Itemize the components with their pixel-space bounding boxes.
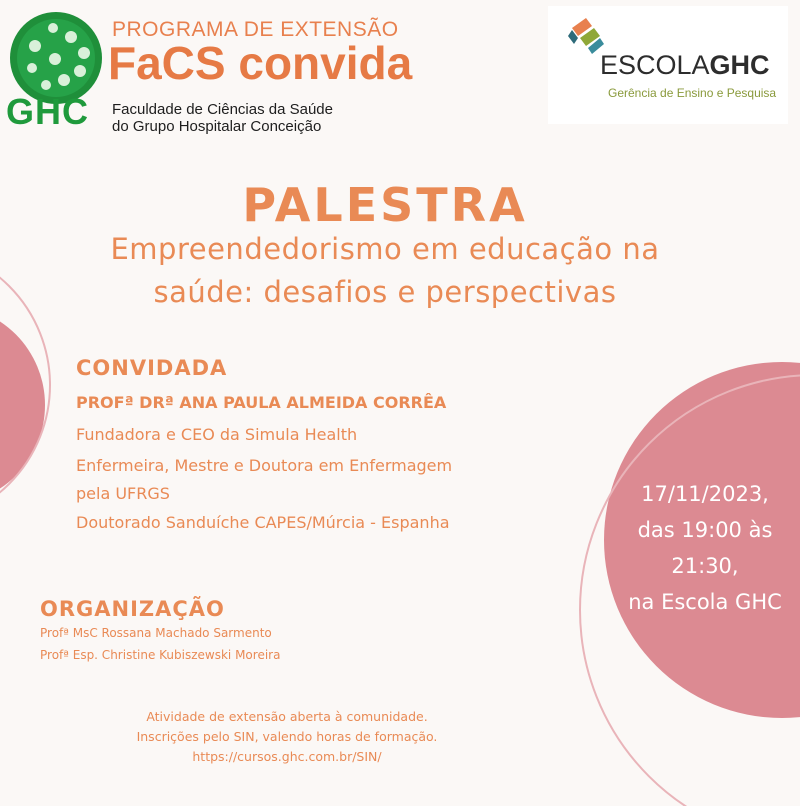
schedule-line: 17/11/2023, <box>641 482 769 506</box>
organizer-name: Profª MsC Rossana Machado Sarmento <box>40 626 272 640</box>
registration-link[interactable]: https://cursos.ghc.com.br/SIN/ <box>192 749 382 764</box>
footer-note: Atividade de extensão aberta à comunidade. <box>146 709 428 724</box>
ghc-wordmark: GHC <box>6 91 89 132</box>
guest-name: PROFª DRª ANA PAULA ALMEIDA CORRÊA <box>76 393 447 412</box>
talk-title-line-2: saúde: desafios e perspectivas <box>153 275 617 309</box>
guest-heading: CONVIDADA <box>76 356 228 380</box>
faculty-name-line-1: Faculdade de Ciências da Saúde <box>112 101 333 118</box>
escola-ghc-logo <box>548 6 788 124</box>
program-label: PROGRAMA DE EXTENSÃO <box>112 18 399 41</box>
guest-bio-line: Doutorado Sanduíche CAPES/Múrcia - Espanha <box>76 513 450 532</box>
organizer-name: Profª Esp. Christine Kubiszewski Moreira <box>40 648 281 662</box>
talk-title-line-1: Empreendedorismo em educação na <box>110 232 660 266</box>
escola-ghc-name <box>600 50 770 81</box>
schedule-line: das 19:00 às <box>637 518 773 542</box>
event-type-heading: PALESTRA <box>242 178 528 232</box>
organization-heading: ORGANIZAÇÃO <box>40 597 225 621</box>
facs-title: FaCS convida <box>108 37 413 89</box>
escola-name-light: ESCOLA <box>600 50 710 80</box>
footer-note: Inscrições pelo SIN, valendo horas de formação. <box>136 729 438 744</box>
schedule-line: 21:30, <box>671 554 739 578</box>
left-pink-circle <box>0 305 45 505</box>
schedule-line: na Escola GHC <box>628 590 782 614</box>
guest-bio-line: Enfermeira, Mestre e Doutora em Enfermagem <box>76 456 453 475</box>
faculty-name-line-2: do Grupo Hospitalar Conceição <box>112 118 322 135</box>
guest-bio-line: Fundadora e CEO da Simula Health <box>76 425 358 444</box>
guest-bio-line: pela UFRGS <box>76 484 170 503</box>
escola-ghc-subtitle: Gerência de Ensino e Pesquisa <box>608 86 777 100</box>
escola-name-bold: GHC <box>709 50 770 80</box>
